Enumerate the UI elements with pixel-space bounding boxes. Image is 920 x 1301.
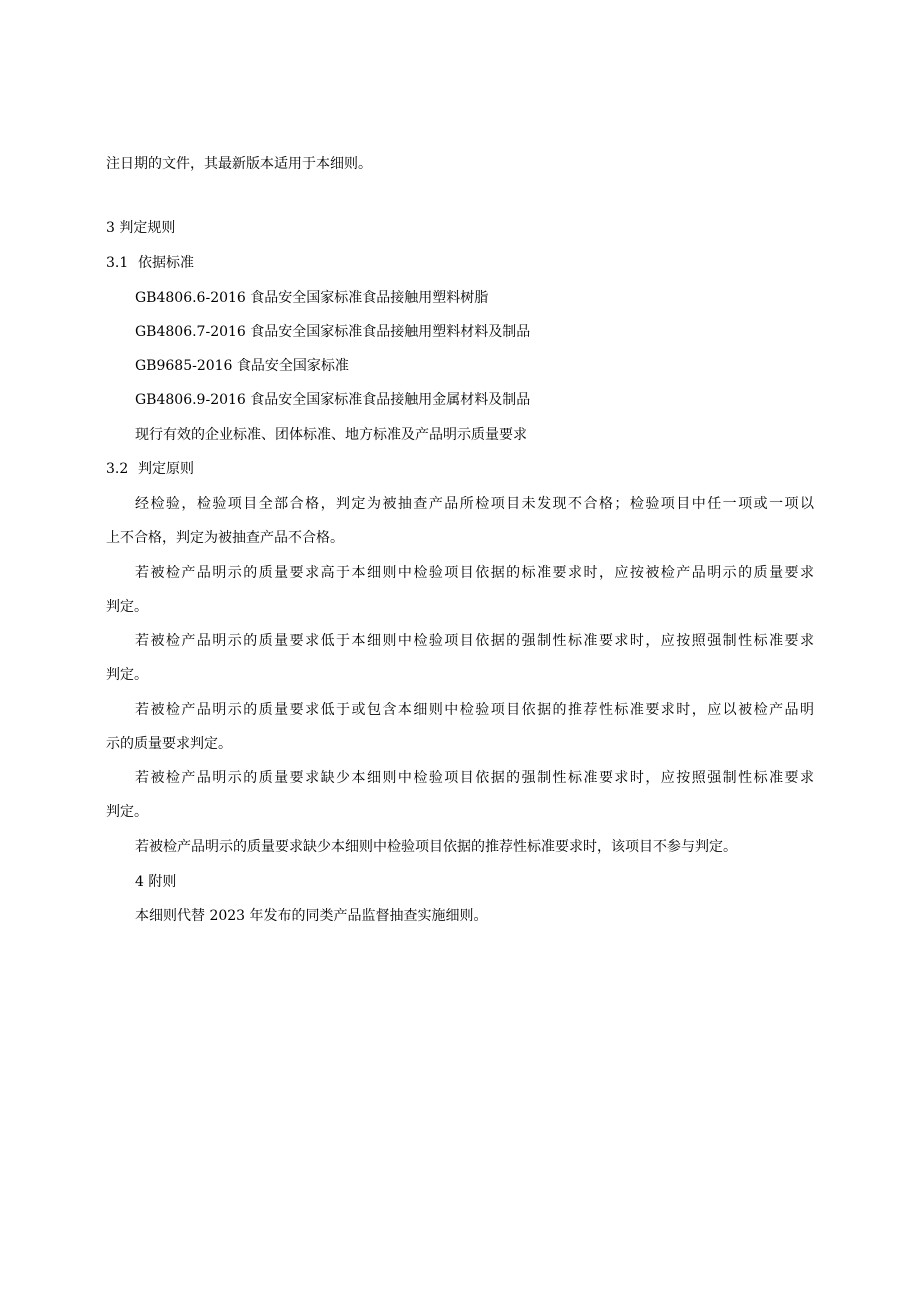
standard-item: 现行有效的企业标准、团体标准、地方标准及产品明示质量要求 (135, 427, 527, 443)
principle-line: 若被检产品明示的质量要求低于本细则中检验项目依据的强制性标准要求时，应按照强制性标准要求 (135, 633, 814, 649)
standard-item: GB4806.7-2016 食品安全国家标准食品接触用塑料材料及制品 (135, 324, 531, 340)
principle-line: 判定。 (106, 667, 148, 683)
section-number: 3.1 (106, 255, 129, 271)
standard-item: GB4806.9-2016 食品安全国家标准食品接触用金属材料及制品 (135, 392, 531, 408)
principle-line: 上不合格，判定为被抽查产品不合格。 (106, 530, 344, 546)
section-3-2-heading (106, 459, 814, 479)
standard-item: GB4806.6-2016 食品安全国家标准食品接触用塑料树脂 (135, 290, 489, 306)
principle-line: 若被检产品明示的质量要求缺少本细则中检验项目依据的强制性标准要求时，应按照强制性标准要求 (135, 770, 814, 786)
principle-line: 示的质量要求判定。 (106, 736, 232, 752)
section-3-1-heading (106, 253, 814, 273)
principle-line: 若被检产品明示的质量要求低于或包含本细则中检验项目依据的推荐性标准要求时，应以被检产品明 (135, 702, 814, 718)
principle-line: 经检验，检验项目全部合格，判定为被抽查产品所检项目未发现不合格；检验项目中任一项或一项以 (135, 496, 814, 512)
continuation-text: 注日期的文件，其最新版本适用于本细则。 (106, 156, 372, 172)
section-4-text: 本细则代替 2023 年发布的同类产品监督抽查实施细则。 (135, 908, 488, 924)
principle-line: 若被检产品明示的质量要求缺少本细则中检验项目依据的推荐性标准要求时，该项目不参与判定。 (135, 839, 737, 855)
section-title: 判定原则 (138, 461, 194, 477)
standard-item: GB9685-2016 食品安全国家标准 (135, 358, 349, 374)
principle-line: 判定。 (106, 804, 148, 820)
principle-line: 判定。 (106, 599, 148, 615)
principle-line: 若被检产品明示的质量要求高于本细则中检验项目依据的标准要求时，应按被检产品明示的质量要求 (135, 565, 814, 581)
section-3-heading: 3 判定规则 (106, 220, 176, 236)
section-title: 依据标准 (138, 255, 194, 271)
section-number: 3.2 (106, 461, 129, 477)
section-4-heading: 4 附则 (135, 874, 177, 890)
